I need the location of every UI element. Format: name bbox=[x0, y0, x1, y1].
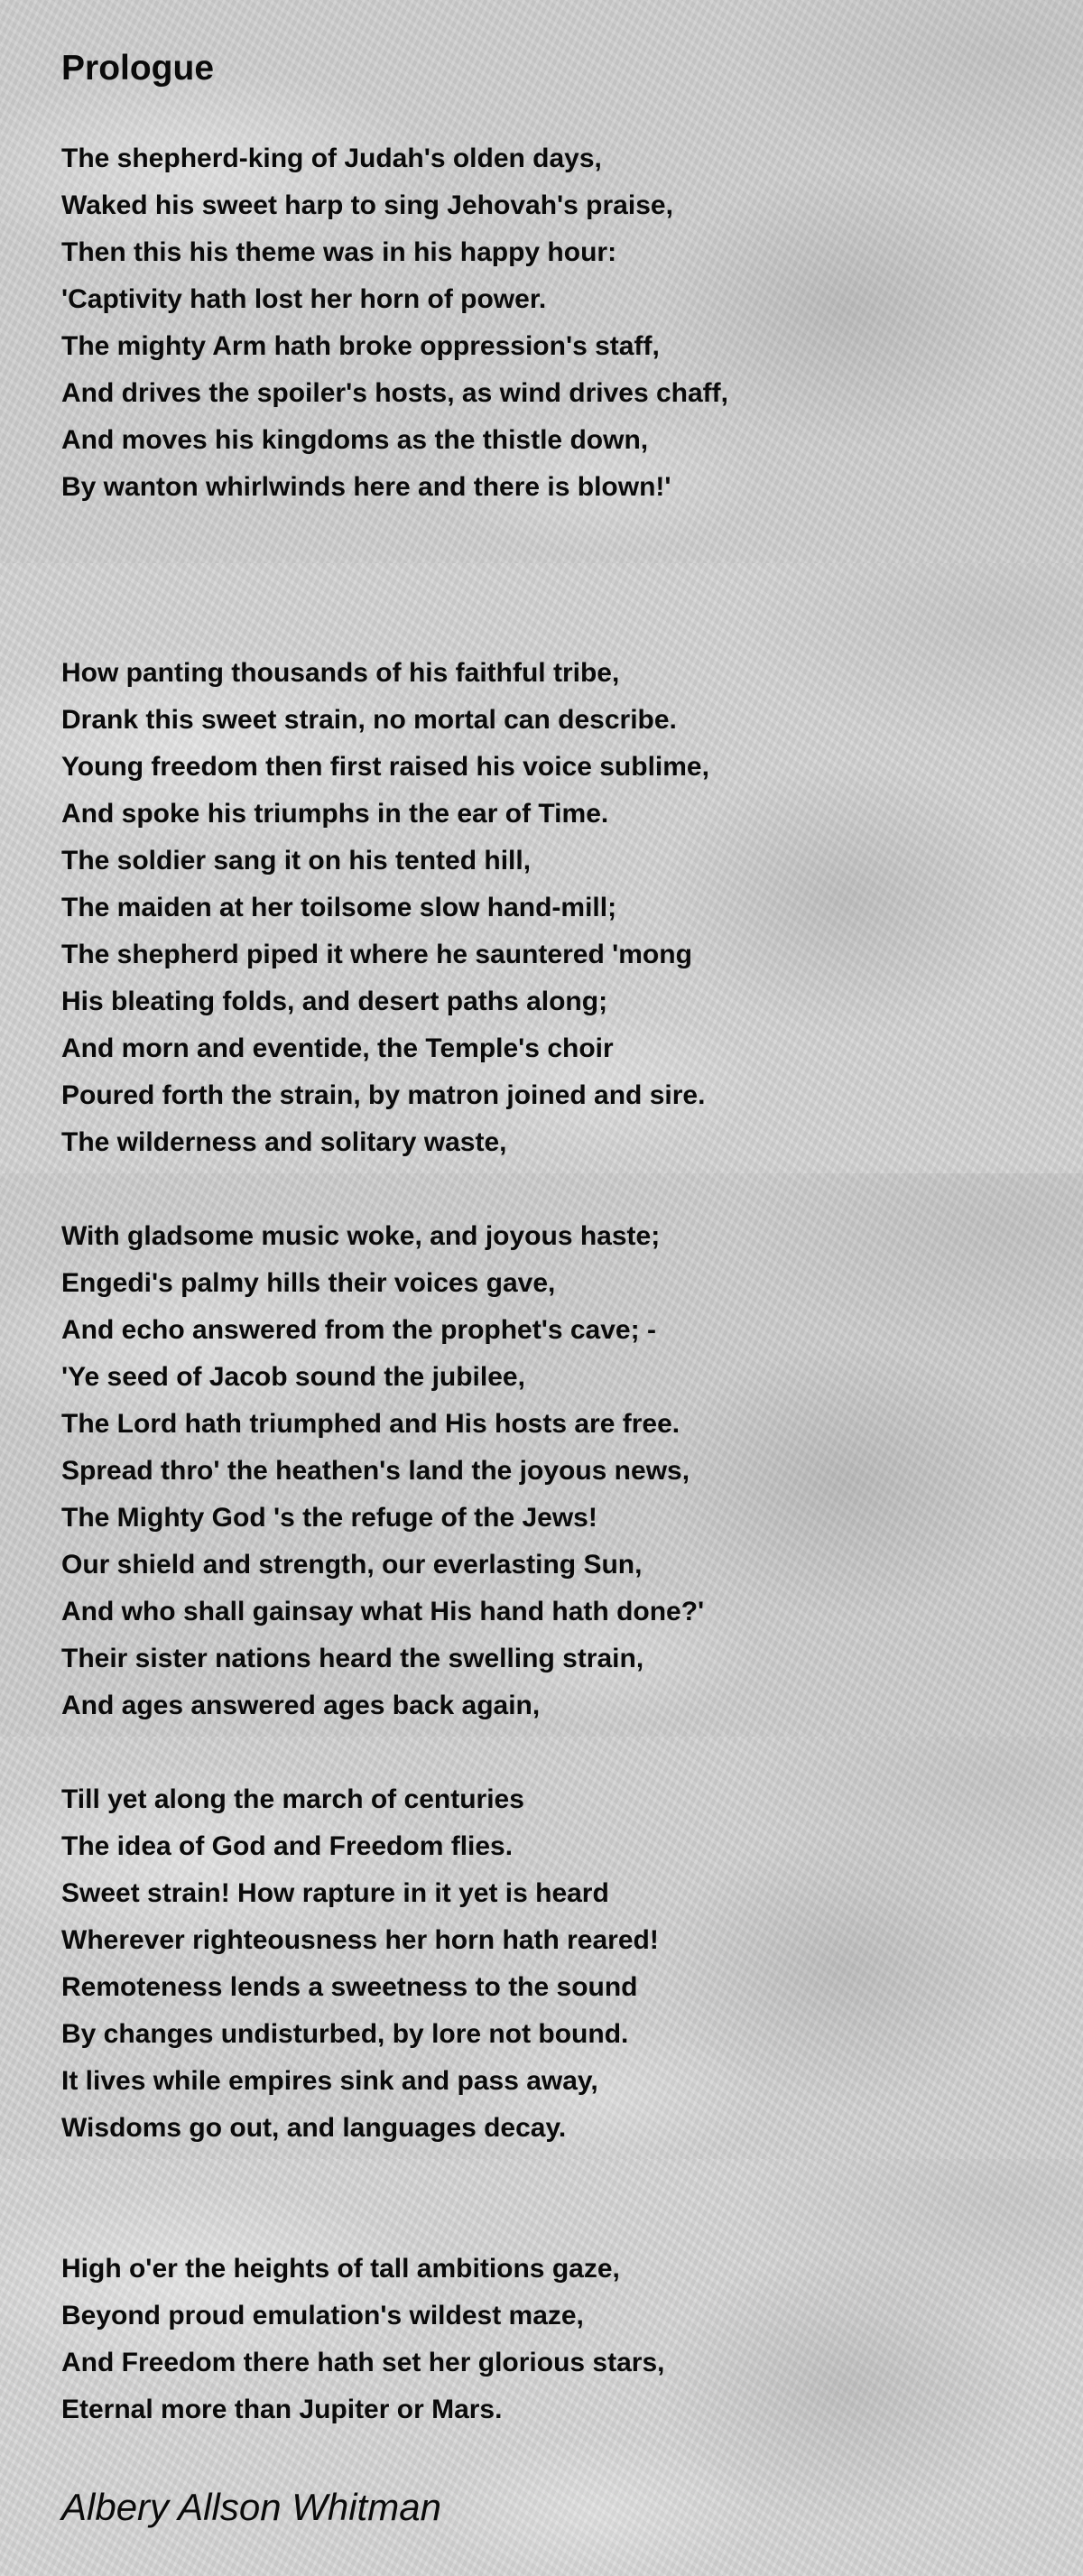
poem-line: Wisdoms go out, and languages decay. bbox=[61, 2113, 567, 2143]
poem-line: By wanton whirlwinds here and there is blown!' bbox=[61, 472, 671, 502]
poem-line: Their sister nations heard the swelling strain, bbox=[61, 1644, 644, 1673]
poem-line: Then this his theme was in his happy hour: bbox=[61, 237, 617, 267]
stanza-5 bbox=[61, 2246, 664, 2433]
poem-line: The Lord hath triumphed and His hosts are free. bbox=[61, 1409, 680, 1439]
poem-author: Albery Allson Whitman bbox=[61, 2486, 441, 2528]
poem-line: The soldier sang it on his tented hill, bbox=[61, 846, 532, 876]
poem-line: Our shield and strength, our everlasting Sun, bbox=[61, 1550, 643, 1580]
poem-line: Poured forth the strain, by matron joined and sire. bbox=[61, 1080, 706, 1110]
poem-line: And Freedom there hath set her glorious stars, bbox=[61, 2348, 665, 2377]
poem-line: Sweet strain! How rapture in it yet is heard bbox=[61, 1878, 609, 1908]
poem-line: And echo answered from the prophet's cave; - bbox=[61, 1315, 656, 1345]
poem-line: And drives the spoiler's hosts, as wind drives chaff, bbox=[61, 378, 728, 408]
poem-line: Drank this sweet strain, no mortal can describe. bbox=[61, 705, 677, 735]
poem-line: With gladsome music woke, and joyous haste; bbox=[61, 1221, 661, 1251]
poem-line: Eternal more than Jupiter or Mars. bbox=[61, 2395, 503, 2424]
poem-line: The idea of God and Freedom flies. bbox=[61, 1831, 514, 1861]
poem-line: The mighty Arm hath broke oppression's staff, bbox=[61, 331, 660, 361]
stanza-2 bbox=[61, 650, 709, 1166]
poem-line: How panting thousands of his faithful tribe, bbox=[61, 658, 620, 688]
poem-line: And ages answered ages back again, bbox=[61, 1691, 541, 1720]
stanza-4 bbox=[61, 1776, 659, 2152]
poem-line: Waked his sweet harp to sing Jehovah's praise, bbox=[61, 190, 673, 220]
poem-line: It lives while empires sink and pass away, bbox=[61, 2066, 598, 2096]
poem-line: 'Ye seed of Jacob sound the jubilee, bbox=[61, 1362, 525, 1392]
poem-line: And who shall gainsay what His hand hath done?' bbox=[61, 1597, 705, 1626]
poem-title: Prologue bbox=[61, 49, 215, 88]
poem-line: Engedi's palmy hills their voices gave, bbox=[61, 1268, 556, 1298]
poem-line: His bleating folds, and desert paths along; bbox=[61, 987, 608, 1016]
poem-line: The shepherd piped it where he sauntered 'mong bbox=[61, 940, 692, 969]
poem-line: The wilderness and solitary waste, bbox=[61, 1127, 507, 1157]
poem-line: And moves his kingdoms as the thistle down, bbox=[61, 425, 649, 455]
poem-line: And morn and eventide, the Temple's choir bbox=[61, 1033, 614, 1063]
poem-line: The shepherd-king of Judah's olden days, bbox=[61, 144, 602, 173]
poem-line: The Mighty God 's the refuge of the Jews! bbox=[61, 1503, 597, 1533]
poem-line: By changes undisturbed, by lore not bound. bbox=[61, 2019, 629, 2049]
poem-line: Wherever righteousness her horn hath reared! bbox=[61, 1925, 659, 1955]
stanza-3 bbox=[61, 1213, 704, 1729]
poem-line: Beyond proud emulation's wildest maze, bbox=[61, 2301, 584, 2330]
poem-line: The maiden at her toilsome slow hand-mill; bbox=[61, 893, 617, 922]
poem-line: Remoteness lends a sweetness to the sound bbox=[61, 1972, 638, 2002]
poem-line: High o'er the heights of tall ambitions gaze, bbox=[61, 2254, 620, 2284]
poem-line: Young freedom then first raised his voice sublime, bbox=[61, 752, 709, 782]
poem-line: Till yet along the march of centuries bbox=[61, 1784, 524, 1814]
poem-line: And spoke his triumphs in the ear of Time. bbox=[61, 799, 609, 829]
poem-line: 'Captivity hath lost her horn of power. bbox=[61, 284, 547, 314]
poem-line: Spread thro' the heathen's land the joyous news, bbox=[61, 1456, 690, 1486]
stanza-1 bbox=[61, 135, 728, 511]
